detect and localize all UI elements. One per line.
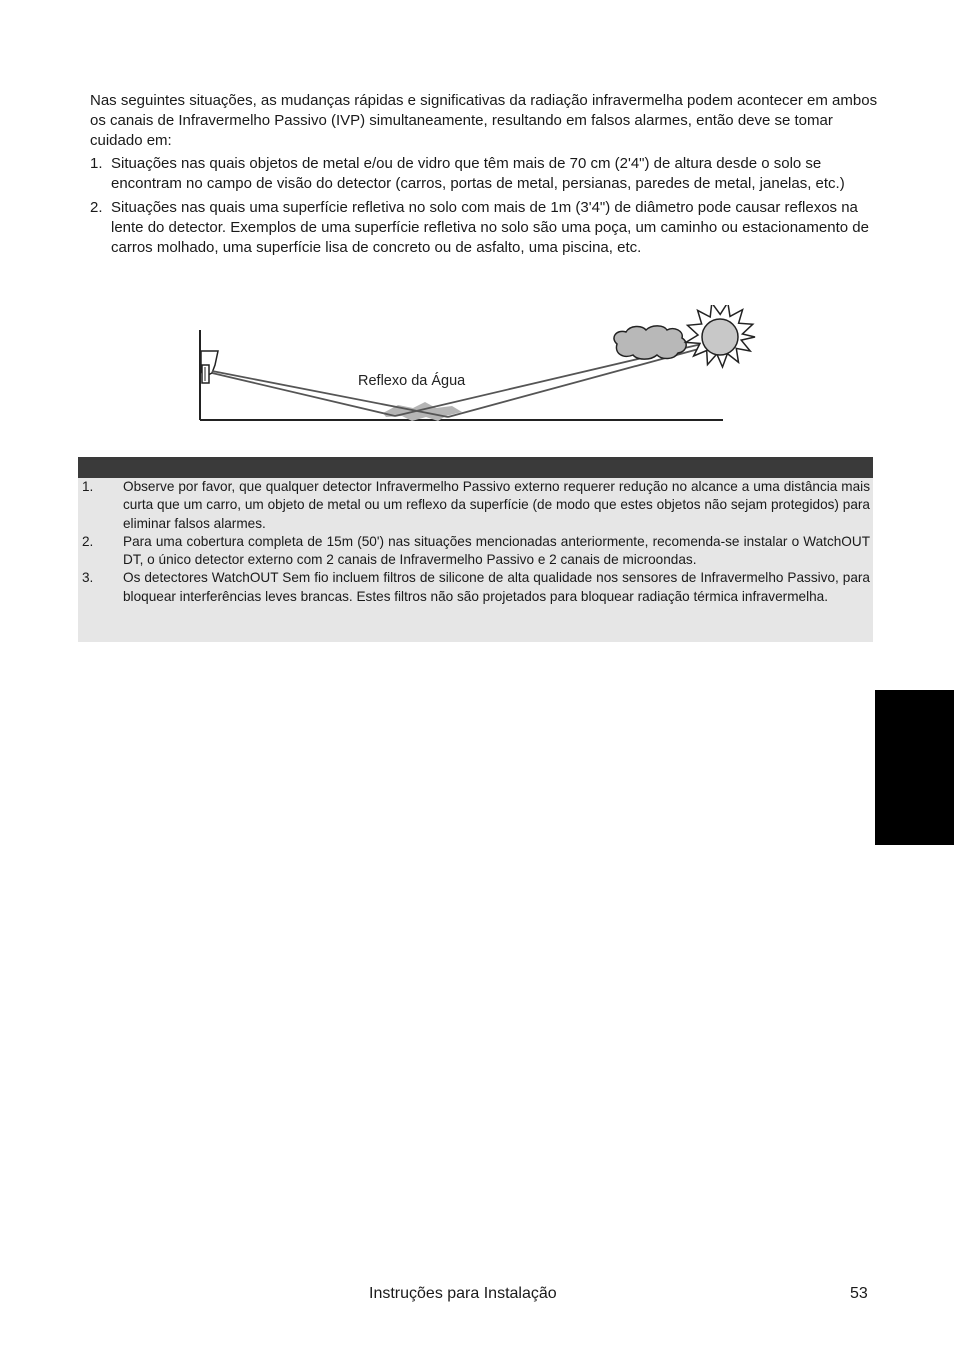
note-item [82,478,870,533]
note-header-bar [78,457,873,478]
list-item [90,154,880,194]
note-item-number: 3. [82,570,94,586]
detector-icon [201,351,218,383]
situations-list [90,154,880,262]
note-item-text: Para uma cobertura completa de 15m (50') nas situações mencionadas anteriormente, recomenda-se instalar o WatchOUT DT, o único detector externo com 2 canais de Infravermelho Passivo e 2 canais de microondas. [123,533,870,568]
list-item-number: 2. [90,199,103,216]
list-item-text: Situações nas quais uma superfície refletiva no solo com mais de 1m (3'4") de diâmetro pode causar reflexos na lente do detector. Exemplos de uma superfície refletiva no solo são uma poça, um caminho ou estacionamento de carros molhado, uma superfície lisa de concreto ou de asfalto, uma piscina, etc. [111,199,869,256]
water-reflection-label: Reflexo da Água [358,373,466,389]
water-reflection-diagram [190,305,770,435]
note-item [82,569,870,606]
note-item-number: 2. [82,533,94,549]
note-item-number: 1. [82,479,94,494]
list-item-text: Situações nas quais objetos de metal e/ou de vidro que têm mais de 70 cm (2'4") de altura desde o solo se encontram no campo de visão do detector (carros, portas de metal, persianas, paredes de metal, janelas, etc.) [111,155,845,192]
footer-title: Instruções para Instalação [369,1285,557,1302]
page-number: 53 [850,1285,868,1302]
note-item-text: Observe por favor, que qualquer detector Infravermelho Passivo externo requerer redução no alcance a uma distância mais curta que um carro, um objeto de metal ou um reflexo da superfície (de modo que estes objetos não sejam protegidos) para eliminar falsos alarmes. [123,479,870,531]
list-item [90,198,880,258]
note-item [82,533,870,570]
notes-list [82,478,870,606]
language-side-tab [875,690,954,845]
intro-paragraph: Nas seguintes situações, as mudanças rápidas e significativas da radiação infravermelha podem acontecer em ambos os canais de Infravermelho Passivo (IVP) simultaneamente, resultando em falsos alarmes, então deve se tomar cuidado em: [90,92,878,149]
cloud-icon [614,326,686,359]
sun-icon [686,305,755,367]
list-item-number: 1. [90,155,103,172]
note-item-text: Os detectores WatchOUT Sem fio incluem filtros de silicone de alta qualidade nos sensores de Infravermelho Passivo, para bloquear interferências leves brancas. Estes filtros não são projetados para bloquear radiação térmica infravermelha. [123,570,870,604]
